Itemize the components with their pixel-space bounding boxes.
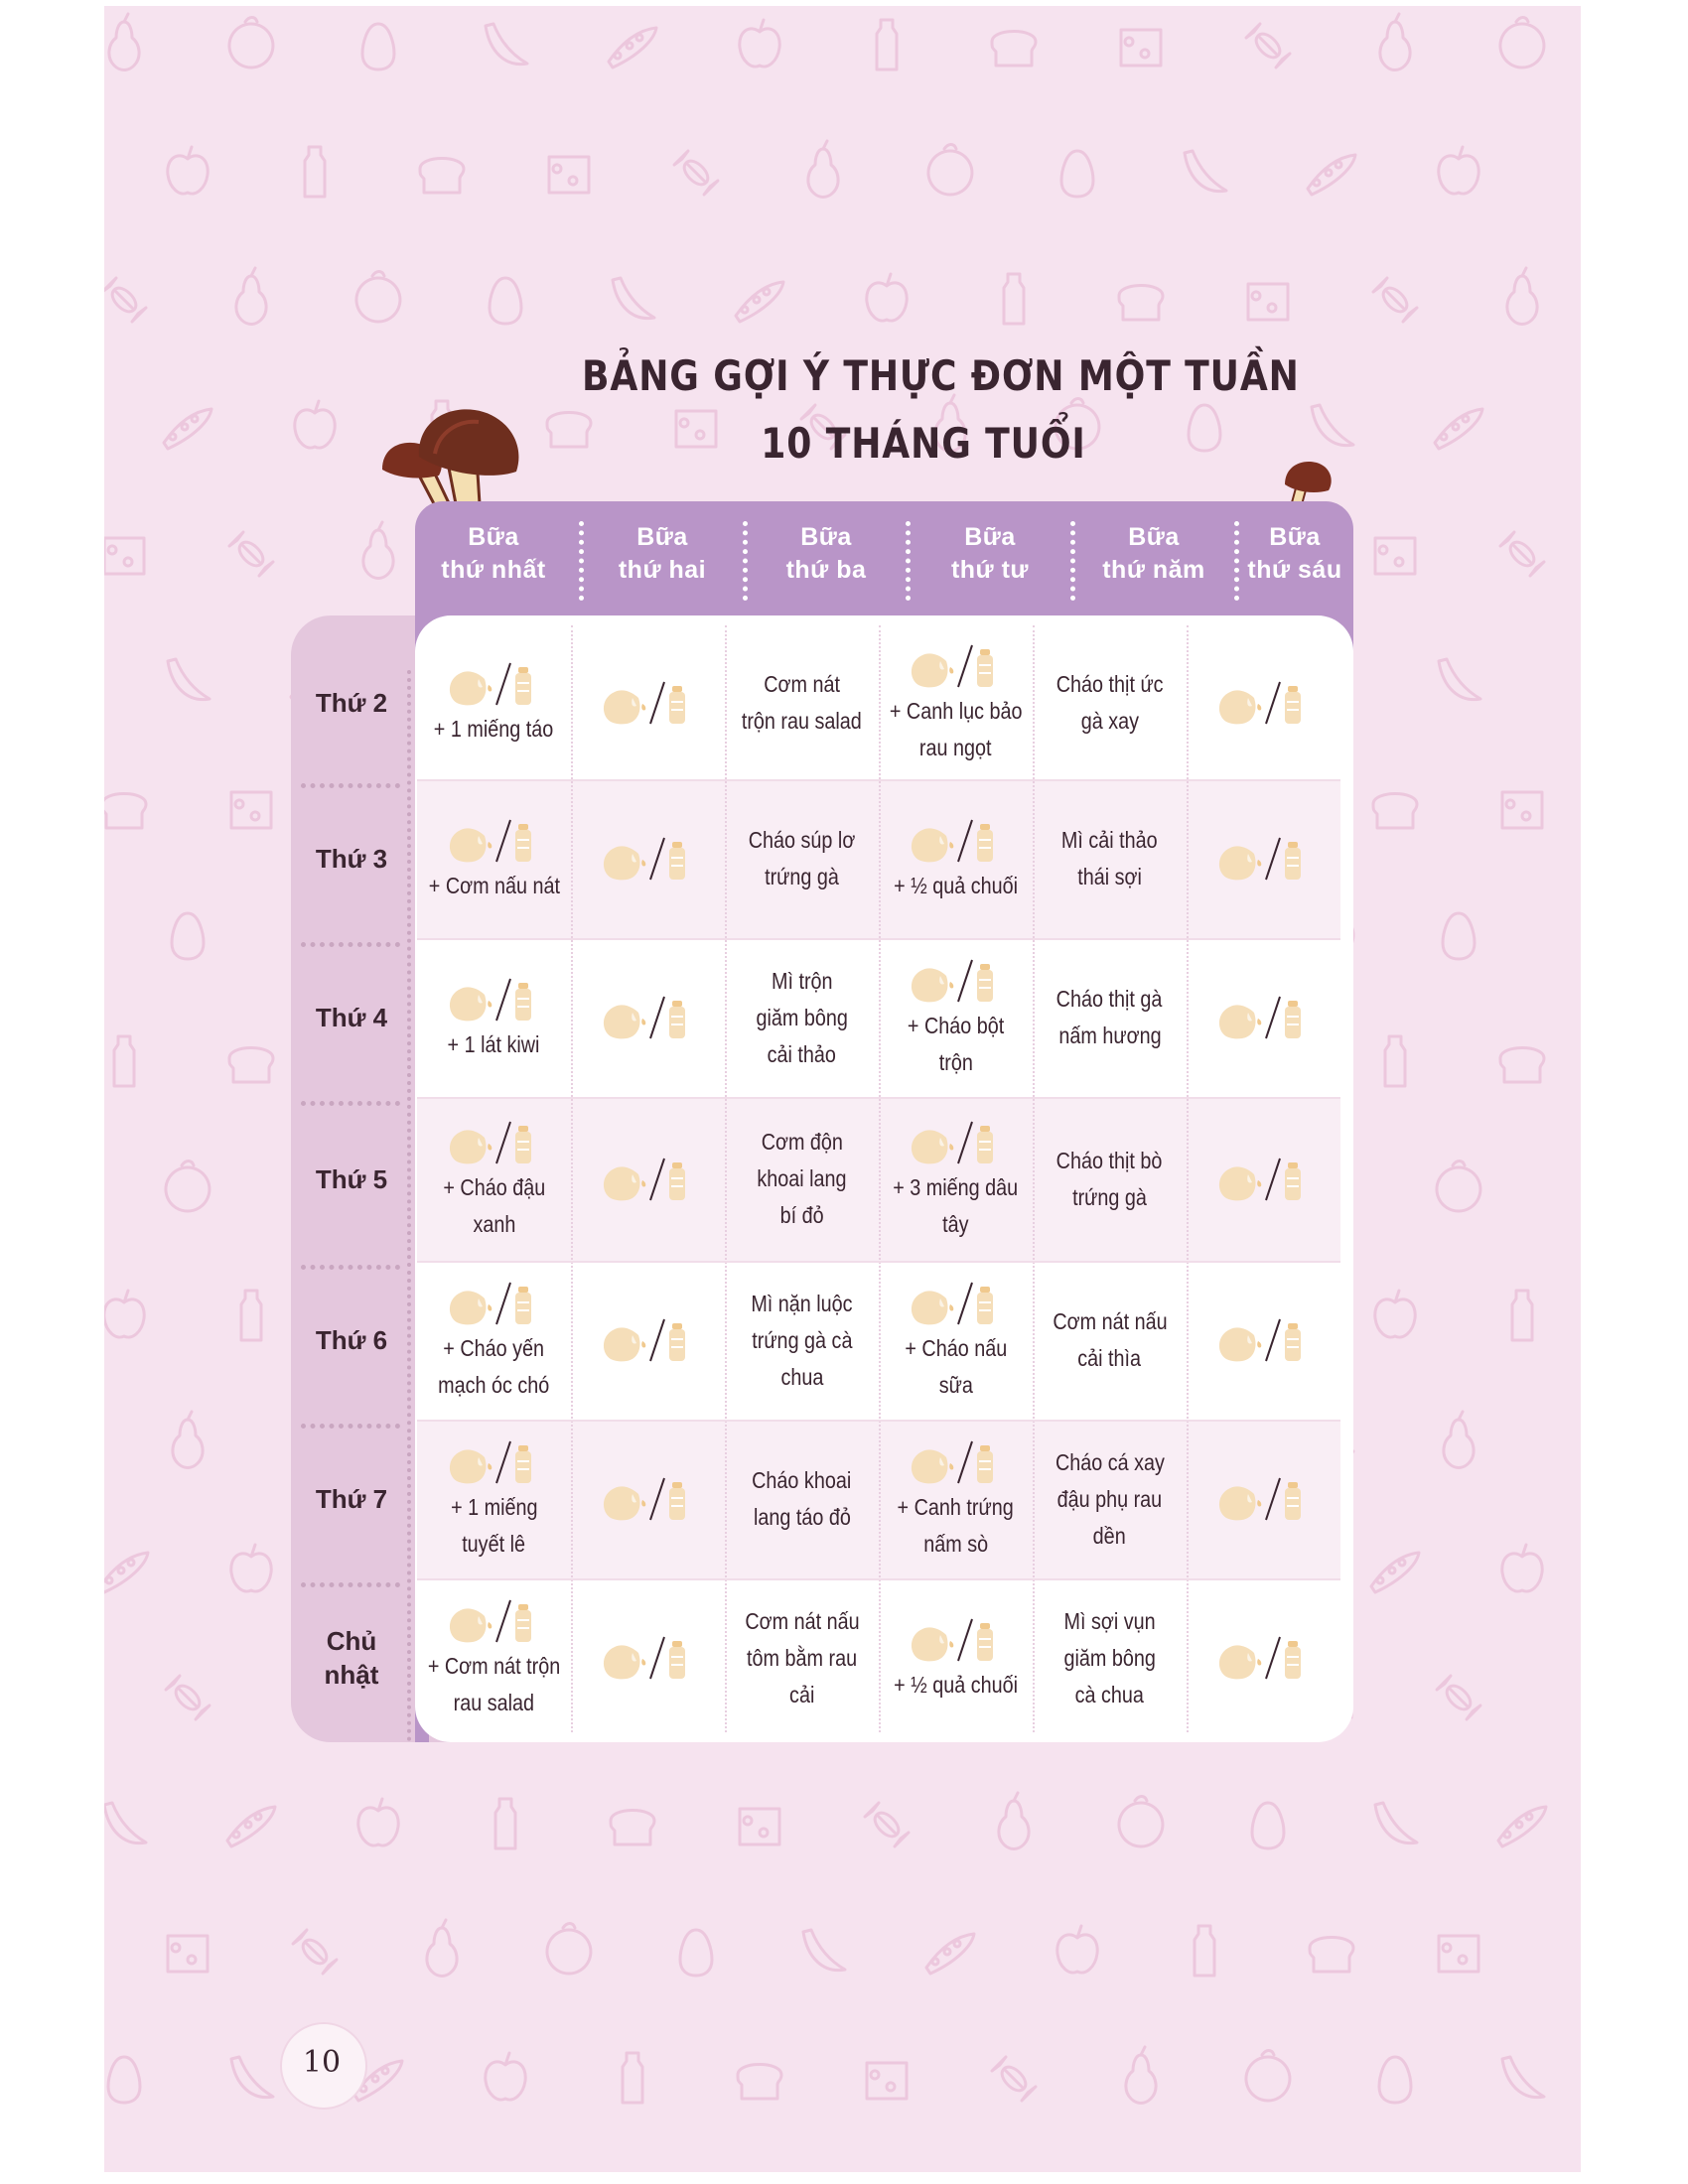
menu-item-text: + Cháo yến [443,1335,545,1361]
apple-pattern-icon [231,1545,271,1591]
menu-item-text: + Cơm nát trộn [427,1653,561,1679]
menu-cell [1187,938,1340,1097]
menu-cell [571,779,725,938]
banana-pattern-icon [486,24,527,65]
day-label-line: Thứ 4 [315,1003,388,1032]
menu-item-text: lang táo đỏ [753,1504,851,1530]
orange-pattern-icon [928,145,972,195]
header-divider [1070,521,1075,601]
egg-pattern-icon [108,2057,140,2103]
milk-bottle-icon [599,676,698,728]
meal-column-header [1074,521,1233,587]
menu-cell [1187,1420,1340,1578]
menu-cell [571,1097,725,1261]
meal-header-line: Bữa [1269,523,1321,551]
milk-bottle-icon [599,1472,698,1524]
column-divider [571,625,573,1732]
banana-pattern-icon [1502,2057,1544,2098]
menu-item-text: Mì nặn luộc [751,1290,853,1316]
menu-item-text: Cháo súp lơ [748,827,856,853]
menu-cell [1033,625,1187,779]
meal-column-header [583,521,742,587]
egg-pattern-icon [172,913,204,959]
milk-bottle-icon [1214,832,1314,884]
page-number: 10 [302,2045,342,2080]
pea-pattern-icon [1498,1807,1546,1846]
row-divider [417,1420,1340,1422]
menu-item-text: + 3 miếng dâu [893,1173,1019,1200]
row-divider [417,1261,1340,1263]
menu-cell [417,1420,571,1578]
milk-bottle-icon [445,1594,544,1646]
title-line-2: 10 THÁNG TUỔI [761,419,1086,468]
day-label [298,1482,405,1516]
pea-pattern-icon [1308,155,1355,195]
menu-cell [417,938,571,1097]
candy-pattern-icon [1437,1676,1480,1719]
orange-pattern-icon [1437,1161,1480,1212]
day-label [298,686,405,720]
header-divider [743,521,748,601]
menu-item-text: Cháo thịt gà [1056,986,1163,1012]
menu-item-text: nấm sò [923,1531,988,1557]
apple-pattern-icon [295,401,335,448]
banana-pattern-icon [1375,1803,1417,1843]
candy-pattern-icon [992,2057,1036,2101]
bread-pattern-icon [738,2065,781,2100]
day-divider [301,1101,400,1106]
menu-cell [1187,779,1340,938]
milk-bottle-icon [907,1435,1006,1487]
milk-bottle-icon [599,1631,698,1683]
milk-bottle-icon [907,954,1006,1006]
menu-cell [417,779,571,938]
pea-pattern-icon [609,28,656,68]
menu-item-text: trộn rau salad [742,707,862,734]
milk-bottle-icon [1214,1472,1314,1524]
menu-item-text: Cháo thịt bò [1056,1147,1163,1173]
bread-pattern-icon [1373,794,1417,829]
menu-item-text: + Canh lục bảo [889,697,1023,724]
menu-cell [417,625,571,779]
menu-item-text: tôm bằm rau [746,1644,858,1671]
meal-header-line: thứ năm [1102,556,1205,584]
day-divider [301,1424,400,1429]
bottle-pattern-icon [305,147,325,197]
apple-pattern-icon [168,147,208,194]
menu-cell [879,1261,1033,1420]
cheese-pattern-icon [549,157,589,193]
menu-item-text: giăm bông [1063,1644,1156,1671]
cheese-pattern-icon [740,1809,779,1844]
pea-pattern-icon [104,1553,148,1592]
menu-cell [1033,1578,1187,1737]
cheese-pattern-icon [1248,284,1288,320]
apple-pattern-icon [486,2053,525,2100]
menu-item-text: + Cơm nấu nát [428,872,560,898]
apple-pattern-icon [1057,1926,1097,1973]
meal-header-line: Bữa [468,523,519,551]
banana-pattern-icon [803,1930,845,1971]
pea-pattern-icon [1435,409,1482,449]
menu-item-text: rau ngọt [919,734,992,760]
banana-pattern-icon [1185,151,1226,192]
apple-pattern-icon [1375,1291,1415,1337]
meal-header-line: Bữa [800,523,852,551]
pear-pattern-icon [999,1793,1029,1849]
candy-pattern-icon [104,278,146,322]
milk-bottle-icon [1214,1631,1314,1683]
orange-pattern-icon [1246,2051,1290,2102]
banana-pattern-icon [613,278,654,319]
meal-header-line: thứ sáu [1247,556,1342,584]
menu-cell [1033,938,1187,1097]
column-divider [1033,625,1035,1732]
meal-header-line: thứ nhất [441,556,546,584]
menu-item-text: bí đỏ [779,1202,824,1228]
day-label-line: Thứ 5 [315,1163,388,1194]
milk-bottle-icon [445,1116,544,1167]
menu-item-text: khoai lang [757,1165,847,1191]
day-divider [301,1265,400,1270]
title-line-1: BẢNG GỢI Ý THỰC ĐƠN MỘT TUẦN [582,351,1300,400]
milk-bottle-icon [599,991,698,1042]
bottle-pattern-icon [1512,1291,1532,1340]
menu-cell [879,1578,1033,1737]
cheese-pattern-icon [104,538,144,574]
cheese-pattern-icon [1121,30,1161,66]
egg-pattern-icon [1379,2057,1411,2103]
menu-cell [725,1097,879,1261]
pea-pattern-icon [164,409,211,449]
orange-pattern-icon [1500,18,1544,68]
milk-bottle-icon [445,1435,544,1487]
bread-pattern-icon [1119,286,1163,321]
menu-cell [879,1097,1033,1261]
row-divider [417,938,1340,940]
bread-pattern-icon [420,159,464,194]
menu-cell [725,1420,879,1578]
menu-cell [1187,1261,1340,1420]
menu-item-text: Mì cải thảo [1061,827,1158,853]
menu-item-text: Cơm nát [764,670,840,697]
day-label-line: Thứ 3 [315,844,388,874]
menu-item-text: trứng gà cà [751,1326,853,1353]
column-divider [879,625,881,1732]
menu-cell [417,1097,571,1261]
menu-cell [1187,625,1340,779]
candy-pattern-icon [166,1676,210,1719]
menu-item-text: + 1 lát kiwi [448,1030,540,1057]
bread-pattern-icon [229,1048,273,1083]
day-divider [301,783,400,788]
menu-item-text: Mì sợi vụn [1063,1607,1156,1634]
menu-item-text: gà xay [1080,707,1139,734]
menu-item-text: Cháo khoai [752,1467,852,1493]
menu-cell [725,938,879,1097]
menu-cell [1033,1261,1187,1420]
menu-item-text: trộn [938,1049,973,1075]
candy-pattern-icon [1500,532,1544,576]
row-divider [417,1578,1340,1580]
menu-item-text: trứng gà [765,864,839,889]
menu-item-text: + ½ quả chuối [894,1671,1018,1698]
pear-pattern-icon [1444,1412,1474,1468]
menu-item-text: sữa [938,1372,973,1398]
cheese-pattern-icon [1439,1936,1478,1972]
menu-item-text: cải thảo [767,1040,837,1067]
milk-bottle-icon [445,814,544,866]
milk-bottle-icon [1214,991,1314,1042]
pear-pattern-icon [1126,2047,1156,2104]
menu-cell [1187,1578,1340,1737]
bottle-pattern-icon [495,1799,515,1848]
pea-pattern-icon [1371,1553,1419,1592]
menu-item-text: Mì trộn [771,967,833,994]
pear-pattern-icon [1507,268,1537,325]
day-divider [301,1582,400,1587]
meal-column-header [414,521,573,587]
apple-pattern-icon [1502,1545,1542,1591]
menu-item-text: tuyết lê [462,1531,526,1557]
banana-pattern-icon [231,2057,273,2098]
candy-pattern-icon [674,151,718,195]
menu-item-text: xanh [473,1210,515,1237]
menu-cell [725,625,879,779]
menu-item-text: cải [788,1681,815,1707]
apple-pattern-icon [740,20,779,67]
pea-pattern-icon [227,1807,275,1846]
page-title [582,342,1300,478]
row-divider [417,779,1340,781]
table-divider [407,670,411,1742]
menu-item-text: + Cháo đậu [443,1173,545,1200]
milk-bottle-icon [1214,1153,1314,1204]
menu-item-text: trứng gà [1072,1183,1147,1210]
banana-pattern-icon [1439,659,1480,700]
bottle-pattern-icon [1195,1926,1214,1976]
orange-pattern-icon [229,18,273,68]
menu-item-text: dền [1092,1522,1127,1549]
bread-pattern-icon [1500,1048,1544,1083]
banana-pattern-icon [168,659,210,700]
menu-cell [879,938,1033,1097]
candy-pattern-icon [293,1930,337,1974]
menu-item-text: + ½ quả chuối [894,872,1018,898]
day-label-line: Thứ 7 [315,1484,388,1514]
meal-header-line: thứ tư [950,556,1030,584]
menu-cell [1033,1420,1187,1578]
menu-item-text: Cơm độn [761,1129,843,1155]
menu-item-text: thái sợi [1077,864,1142,889]
pea-pattern-icon [926,1934,974,1974]
banana-pattern-icon [1312,405,1353,446]
menu-item-text: cà chua [1074,1681,1145,1707]
menu-item-text: + Canh trứng [897,1494,1015,1520]
milk-bottle-icon [599,1313,698,1365]
menu-cell [725,1578,879,1737]
bread-pattern-icon [104,794,146,829]
menu-cell [725,779,879,938]
apple-pattern-icon [867,274,907,321]
candy-pattern-icon [229,532,273,576]
meal-header-line: Bữa [1128,523,1180,551]
orange-pattern-icon [166,1161,210,1212]
bottle-pattern-icon [241,1291,261,1340]
day-label [298,1162,405,1196]
milk-bottle-icon [445,973,544,1024]
day-label [298,1323,405,1357]
milk-bottle-icon [1214,1313,1314,1365]
egg-pattern-icon [1061,151,1093,197]
milk-bottle-icon [907,1277,1006,1328]
menu-cell [417,1578,571,1737]
day-label [298,1001,405,1034]
bottle-pattern-icon [1385,1036,1405,1086]
milk-bottle-icon [907,1116,1006,1167]
candy-pattern-icon [865,1803,909,1846]
orange-pattern-icon [1119,1797,1163,1847]
day-label [298,842,405,876]
header-divider [906,521,911,601]
apple-pattern-icon [1439,147,1478,194]
milk-bottle-icon [907,639,1006,691]
row-divider [417,1097,1340,1099]
meal-header-line: Bữa [636,523,688,551]
pear-pattern-icon [109,14,139,70]
meal-column-header [911,521,1069,587]
menu-cell [571,1578,725,1737]
apple-pattern-icon [104,1291,144,1337]
milk-bottle-icon [599,1153,698,1204]
cheese-pattern-icon [1502,792,1542,828]
bottle-pattern-icon [877,20,897,69]
egg-pattern-icon [1252,1803,1284,1848]
menu-item-text: + Cháo bột [907,1013,1005,1038]
menu-cell [1033,779,1187,938]
menu-cell [571,1420,725,1578]
cheese-pattern-icon [867,2063,907,2099]
menu-item-text: chua [780,1363,823,1390]
bread-pattern-icon [1310,1938,1353,1973]
bottle-pattern-icon [623,2053,642,2103]
pear-pattern-icon [236,268,266,325]
menu-item-text: Cháo thịt ức [1055,670,1164,697]
milk-bottle-icon [1214,676,1314,728]
menu-item-text: giăm bông [756,1004,848,1030]
meal-column-header [1215,521,1374,587]
pear-pattern-icon [173,1412,203,1468]
menu-cell [1033,1097,1187,1261]
cheese-pattern-icon [168,1936,208,1972]
orange-pattern-icon [547,1924,591,1975]
menu-item-text: nấm hương [1057,1023,1162,1048]
cheese-pattern-icon [1375,538,1415,574]
menu-item-text: + 1 miếng táo [434,716,554,742]
day-label-line: Thứ 6 [315,1325,388,1355]
egg-pattern-icon [362,24,394,69]
menu-item-text: Cháo cá xay [1055,1448,1165,1475]
meal-header-line: Bữa [964,523,1016,551]
menu-item-text: cải thìa [1077,1345,1142,1371]
header-divider [1234,521,1239,601]
orange-pattern-icon [356,272,400,322]
menu-item-text: + Cháo nấu [905,1335,1007,1361]
pear-pattern-icon [427,1920,457,1977]
bread-pattern-icon [611,1811,654,1845]
menu-cell [571,938,725,1097]
menu-item-text: đậu phụ rau [1056,1485,1163,1512]
menu-item-text: + 1 miếng [450,1494,538,1520]
pea-pattern-icon [736,282,783,322]
egg-pattern-icon [680,1930,712,1976]
menu-cell [571,625,725,779]
menu-cell [1187,1097,1340,1261]
menu-cell [725,1261,879,1420]
pear-pattern-icon [1380,14,1410,70]
menu-cell [571,1261,725,1420]
menu-cell [879,779,1033,938]
milk-bottle-icon [445,657,544,709]
milk-bottle-icon [445,1277,544,1328]
cheese-pattern-icon [231,792,271,828]
menu-item-text: Cơm nát nấu [744,1607,860,1634]
meal-header-line: thứ hai [618,556,707,584]
banana-pattern-icon [104,1803,146,1843]
milk-bottle-icon [599,832,698,884]
menu-item-text: rau salad [453,1690,535,1715]
column-divider [725,625,727,1732]
header-divider [579,521,584,601]
egg-pattern-icon [490,278,521,324]
menu-item-text: Cơm nát nấu [1052,1308,1168,1334]
day-label [298,1624,405,1692]
day-label-line: Thứ 2 [315,687,388,718]
milk-bottle-icon [907,1613,1006,1665]
meal-header-line: thứ ba [785,556,867,584]
milk-bottle-icon [907,814,1006,866]
bottle-pattern-icon [1004,274,1024,324]
bottle-pattern-icon [114,1036,134,1086]
pear-pattern-icon [808,141,838,198]
menu-cell [417,1261,571,1420]
candy-pattern-icon [1246,24,1290,68]
day-divider [301,942,400,947]
day-label-line: nhật [324,1660,379,1690]
egg-pattern-icon [1443,913,1475,959]
bread-pattern-icon [992,32,1036,67]
menu-cell [879,625,1033,779]
day-label-line: Chủ [326,1626,377,1656]
menu-item-text: mạch óc chó [438,1372,550,1398]
meal-column-header [747,521,906,587]
column-divider [1187,625,1189,1732]
menu-item-text: tây [942,1210,969,1237]
apple-pattern-icon [358,1799,398,1845]
menu-cell [879,1420,1033,1578]
candy-pattern-icon [1373,278,1417,322]
